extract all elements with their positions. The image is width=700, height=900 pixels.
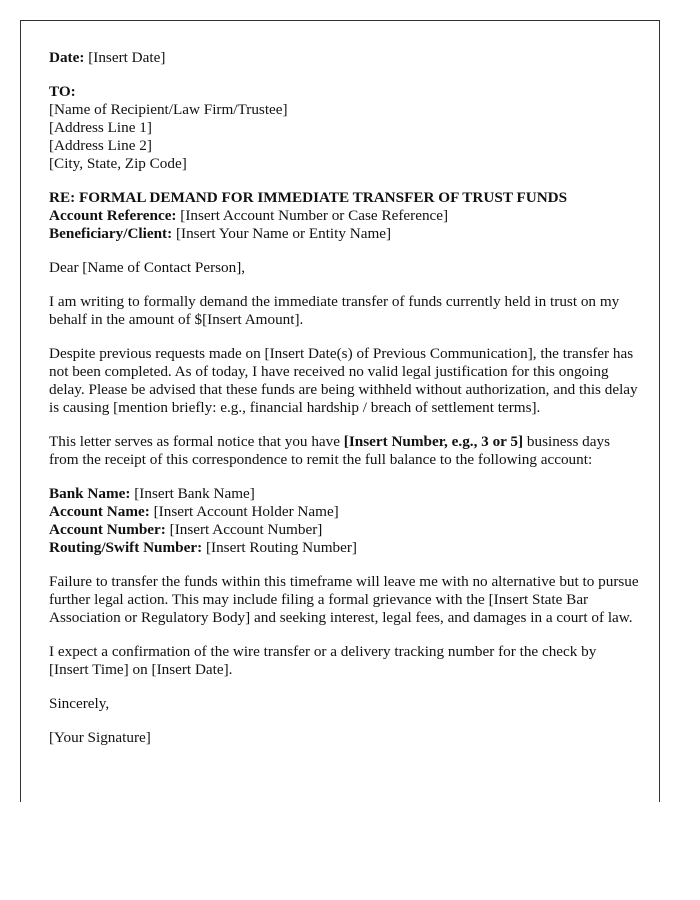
beneficiary-value: [Insert Your Name or Entity Name] bbox=[175, 225, 392, 242]
subject-block bbox=[49, 189, 639, 243]
paragraph-consequences: Failure to transfer the funds within this timeframe will leave me with no alternative but to pursue further legal action. This may include filing a formal grievance with the [Insert State Bar Association or Regulatory Body] and seeking interest, legal fees, and damages in a court of law. bbox=[49, 573, 639, 626]
routing-number-value: [Insert Routing Number] bbox=[205, 539, 357, 556]
account-name-value: [Insert Account Holder Name] bbox=[153, 503, 339, 520]
recipient-label: TO: bbox=[49, 83, 76, 100]
recipient-address-line-1: [Address Line 1] bbox=[49, 119, 152, 136]
account-name-line bbox=[49, 503, 639, 521]
letter-body bbox=[49, 49, 639, 763]
date-value: [Insert Date] bbox=[88, 49, 166, 66]
routing-number-line bbox=[49, 539, 639, 557]
account-name-label: Account Name: bbox=[49, 503, 150, 520]
account-reference-line bbox=[49, 207, 639, 225]
beneficiary-line bbox=[49, 225, 639, 243]
recipient-city-state-zip: [City, State, Zip Code] bbox=[49, 155, 187, 172]
beneficiary-label: Beneficiary/Client: bbox=[49, 225, 173, 242]
notice-deadline: [Insert Number, e.g., 3 or 5] bbox=[343, 433, 524, 450]
signature: [Your Signature] bbox=[49, 729, 151, 746]
notice-text-before: This letter serves as formal notice that you have bbox=[49, 433, 344, 450]
account-reference-label: Account Reference: bbox=[49, 207, 177, 224]
account-reference-value: [Insert Account Number or Case Reference] bbox=[180, 207, 449, 224]
account-number-label: Account Number: bbox=[49, 521, 166, 538]
account-number-line bbox=[49, 521, 639, 539]
paragraph-notice bbox=[49, 433, 639, 469]
bank-details-block bbox=[49, 485, 639, 557]
notice-text-after: business days from the receipt of this correspondence to remit the full balance to the following account: bbox=[49, 433, 610, 468]
date-label: Date: bbox=[49, 49, 85, 66]
closing: Sincerely, bbox=[49, 695, 110, 712]
salutation: Dear [Name of Contact Person], bbox=[49, 259, 246, 276]
account-number-value: [Insert Account Number] bbox=[169, 521, 323, 538]
subject-heading: RE: FORMAL DEMAND FOR IMMEDIATE TRANSFER OF TRUST FUNDS bbox=[49, 189, 568, 206]
letter-frame bbox=[20, 20, 660, 802]
paragraph-demand: I am writing to formally demand the immediate transfer of funds currently held in trust on my behalf in the amount of $[Insert Amount]. bbox=[49, 293, 620, 328]
recipient-block bbox=[49, 83, 639, 173]
paragraph-confirmation: I expect a confirmation of the wire transfer or a delivery tracking number for the check by [Insert Time] on [Insert Date]. bbox=[49, 643, 597, 678]
recipient-name: [Name of Recipient/Law Firm/Trustee] bbox=[49, 101, 288, 118]
date-line bbox=[49, 49, 639, 67]
bank-name-label: Bank Name: bbox=[49, 485, 131, 502]
bank-name-line bbox=[49, 485, 639, 503]
bank-name-value: [Insert Bank Name] bbox=[134, 485, 255, 502]
paragraph-delay: Despite previous requests made on [Insert Date(s) of Previous Communication], the transfer has not been completed. As of today, I have received no valid legal justification for this ongoing delay. Please be advised that these funds are being withheld without authorization, and this delay is causing [mention briefly: e.g., financial hardship / breach of settlement terms]. bbox=[49, 345, 638, 416]
recipient-address-line-2: [Address Line 2] bbox=[49, 137, 152, 154]
routing-number-label: Routing/Swift Number: bbox=[49, 539, 203, 556]
